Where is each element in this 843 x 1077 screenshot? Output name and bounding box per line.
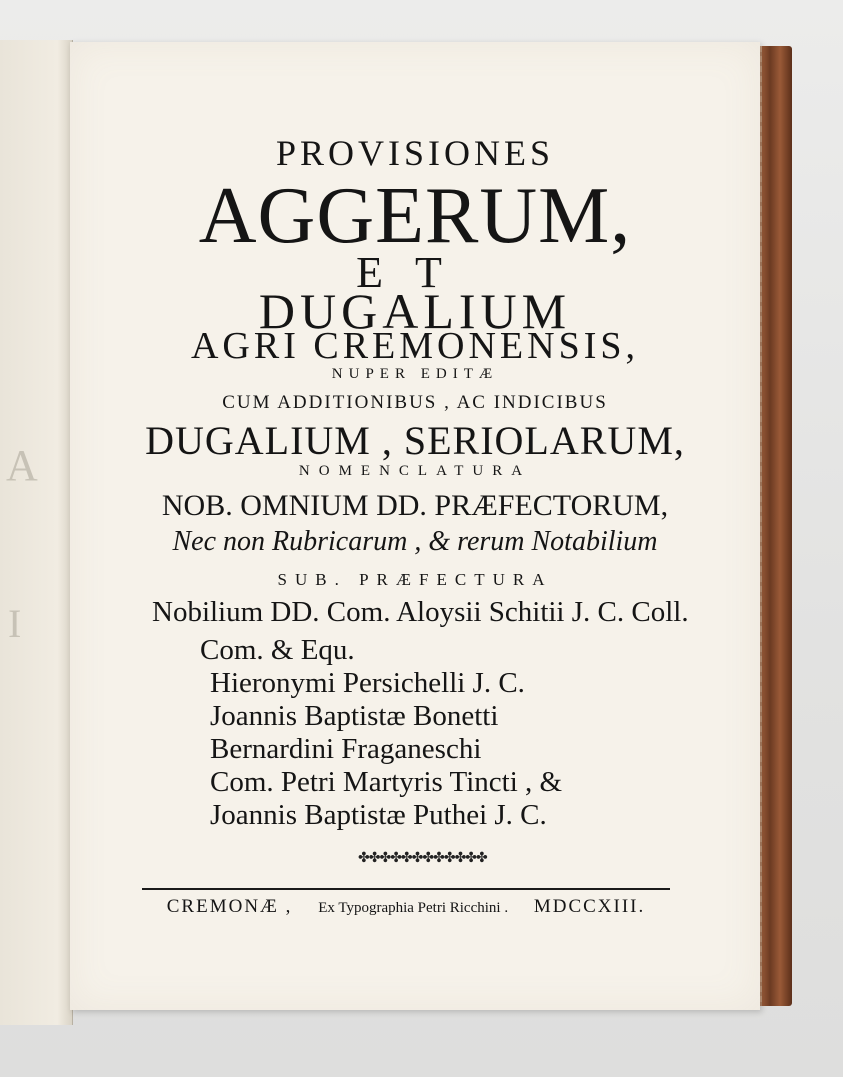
imprint-rule <box>142 888 670 890</box>
imprint-city: CREMONÆ , <box>166 896 293 917</box>
title-line-rubricarum: Nec non Rubricarum , & rerum Notabilium <box>172 526 658 557</box>
prefect-name: Hieronymi Persichelli J. C. <box>210 667 525 699</box>
title-page <box>70 42 760 1010</box>
prefect-name: Bernardini Fraganeschi <box>210 733 482 765</box>
imprint-line <box>142 896 670 918</box>
prefect-name: Com. & Equ. <box>200 634 355 666</box>
title-line-dugalium: DUGALIUM <box>258 283 572 339</box>
prefect-name: Joannis Baptistæ Puthei J. C. <box>210 799 547 831</box>
title-line-nuper: NUPER EDITÆ <box>331 366 499 382</box>
title-line-nomenclatura: NOMENCLATURA <box>298 463 532 479</box>
imprint-printer: Ex Typographia Petri Ricchini . <box>318 900 509 916</box>
printer-ornament: ✤✤✤✤✤✤✤✤✤✤✤✤ <box>358 850 487 866</box>
title-line-seriolarum: DUGALIUM , SERIOLARUM, <box>145 418 685 463</box>
left-page-glyph: A <box>6 441 38 490</box>
title-line-praefectorum: NOB. OMNIUM DD. PRÆFECTORUM, <box>161 489 669 522</box>
title-line-additionibus: CUM ADDITIONIBUS , AC INDICIBUS <box>222 392 608 413</box>
title-line-aggerum: AGGERUM, <box>198 172 632 260</box>
title-line-provisiones: PROVISIONES <box>275 133 555 173</box>
prefect-name: Nobilium DD. Com. Aloysii Schitii J. C. Coll. <box>152 596 689 628</box>
title-line-agri: AGRI CREMONENSIS, <box>190 325 640 367</box>
left-page-glyph: I <box>8 601 22 646</box>
title-line-et: ET <box>356 248 474 297</box>
prefect-name: Com. Petri Martyris Tincti , & <box>210 766 563 798</box>
left-page <box>0 40 73 1025</box>
title-line-sub-praefectura: SUB. PRÆFECTURA <box>277 570 553 589</box>
imprint-year: MDCCXIII. <box>533 896 646 917</box>
prefect-name: Joannis Baptistæ Bonetti <box>210 700 499 732</box>
